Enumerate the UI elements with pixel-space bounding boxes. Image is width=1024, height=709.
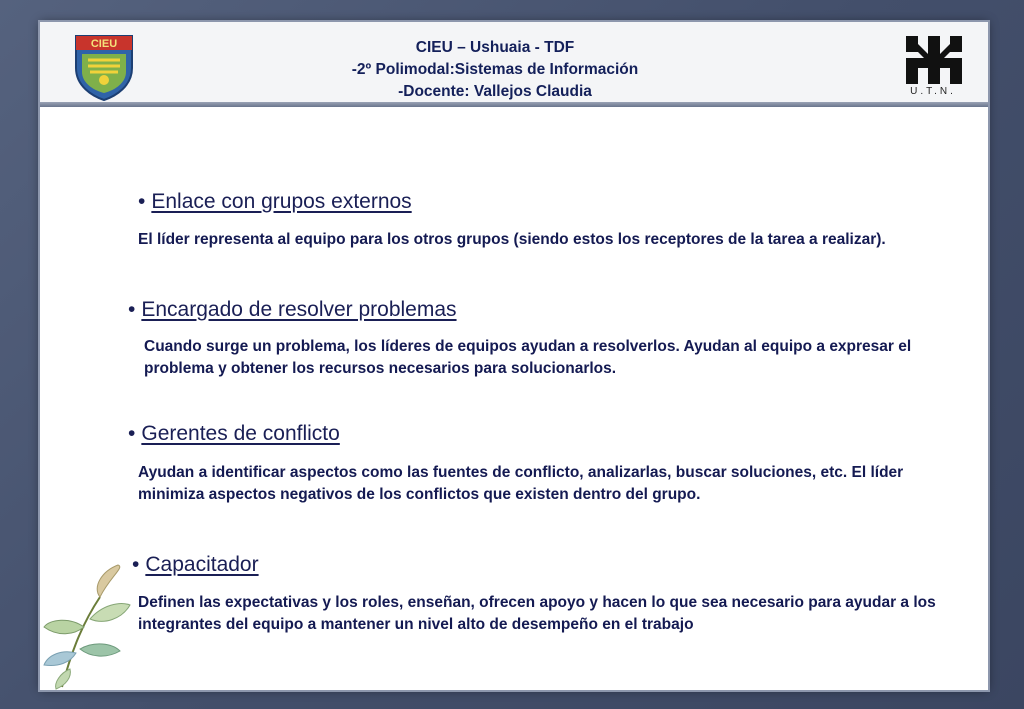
section-title-enlace — [138, 189, 412, 215]
section-title-capacitador — [132, 552, 259, 578]
section-title-gerentes — [128, 421, 340, 447]
section-description-capacitador: Definen las expectativas y los roles, enseñan, ofrecen apoyo y hacen lo que sea necesario para ayudar a los integrantes del equipo a mantener un nivel alto de desempeño en el trabajo — [138, 594, 936, 633]
header-institution: CIEU – Ushuaia - TDF — [415, 39, 575, 56]
slide — [40, 22, 988, 690]
leaves-decoration-icon — [40, 557, 150, 690]
cieu-logo — [68, 30, 140, 102]
bullet-icon: • — [128, 422, 136, 445]
header-teacher: -Docente: Vallejos Claudia — [398, 83, 592, 100]
section-description-encargado: Cuando surge un problema, los líderes de equipos ayudan a resolverlos. Ayudan al equipo a expresar el problema y obtener los recursos necesarios para solucionarlos. — [144, 338, 912, 377]
bullet-icon: • — [128, 298, 136, 321]
section-title-text: Encargado de resolver problemas — [141, 298, 457, 321]
cieu-logo-text: CIEU — [90, 38, 118, 50]
header-divider — [40, 102, 988, 107]
section-description-enlace: El líder representa al equipo para los otros grupos (siendo estos los receptores de la tarea a realizar). — [138, 231, 886, 248]
section-description-gerentes: Ayudan a identificar aspectos como las fuentes de conflicto, analizarlas, buscar soluciones, etc. El líder minimiza aspectos negativos de los conflictos que existen dentro del grupo. — [138, 464, 904, 503]
section-title-encargado — [128, 297, 457, 323]
header-course: -2º Polimodal:Sistemas de Información — [351, 61, 639, 78]
section-title-text: Gerentes de conflicto — [141, 422, 340, 445]
bullet-icon: • — [132, 553, 140, 576]
utn-caption: U.T.N. — [910, 86, 956, 97]
section-title-text: Enlace con grupos externos — [151, 190, 412, 213]
section-title-text: Capacitador — [145, 553, 259, 576]
bullet-icon: • — [138, 190, 146, 213]
